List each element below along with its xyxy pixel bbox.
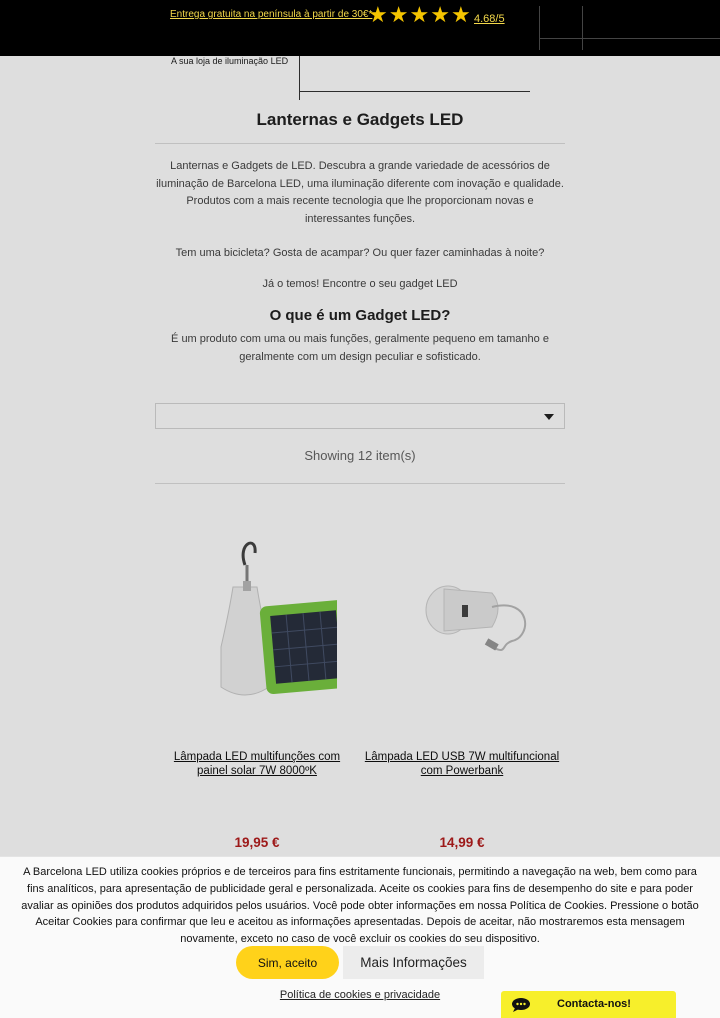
star-icon: ★ <box>388 2 409 27</box>
section-heading: O que é um Gadget LED? <box>269 307 451 324</box>
cookie-text: A Barcelona LED utiliza cookies próprios e de terceiros para fins estritamente funcionais, permitindo a navegação na web, bem como para fins analíticos, para apresentação de publicidade geral e personalizada. Aceite os cookies para fins de desempenho do site e para poder avaliar as opiniões dos produtos adquiridos pelos usuários. Você pode obter informações em nossa Política de Cookies. Pressione o botão Aceitar Cookies para confirmar que leu e aceitou as informações apresentadas. Depois de aceitar, não mostraremos esta mensagem novamente, exceto no caso de você excluir os cookies do seu dispositivo. <box>21 866 699 946</box>
product-price: 19,95 € <box>234 835 280 850</box>
more-info-button[interactable]: Mais Informações <box>343 946 484 979</box>
section-text: É um produto com uma ou mais funções, geralmente pequeno em tamanho e geralmente com um design peculiar e sofisticado. <box>171 333 549 363</box>
chat-bubble-icon <box>512 997 532 1012</box>
rating-link[interactable]: 4.68/5 <box>474 13 505 25</box>
contact-label: Contacta-nos! <box>557 998 631 1010</box>
contact-button[interactable] <box>501 991 676 1018</box>
divider <box>582 6 583 50</box>
divider <box>539 6 540 50</box>
product-price: 14,99 € <box>439 835 485 850</box>
star-icon: ★ <box>409 2 430 27</box>
free-shipping-link[interactable]: Entrega gratuita na península à partir de 30€* <box>170 9 373 20</box>
product-name-link[interactable]: Lâmpada LED USB 7W multifuncional com Powerbank <box>364 751 560 777</box>
category-cta-text: Já o temos! Encontre o seu gadget LED <box>262 278 458 290</box>
store-tagline: A sua loja de iluminação LED <box>171 56 289 66</box>
accept-cookies-button[interactable]: Sim, aceito <box>236 946 339 979</box>
top-bar <box>0 0 720 56</box>
product-name-link[interactable]: Lâmpada LED multifunções com painel solar 7W 8000ºK <box>173 751 341 777</box>
divider <box>540 38 720 39</box>
star-icon: ★ <box>450 2 471 27</box>
rating-stars <box>368 4 471 26</box>
category-description: Lanternas e Gadgets de LED. Descubra a grande variedade de acessórios de iluminação de Barcelona LED, uma iluminação diferente com inovação e qualidade. Produtos com a mais recente tecnologia que lhe proporcionam novas e interessantes funções. <box>156 160 564 225</box>
page-title: Lanternas e Gadgets LED <box>256 110 464 129</box>
category-question: Tem uma bicicleta? Gosta de acampar? Ou quer fazer caminhadas à noite? <box>175 247 545 259</box>
item-count: Showing 12 item(s) <box>304 448 416 463</box>
cookie-policy-link[interactable]: Política de cookies e privacidade <box>279 989 441 1001</box>
star-icon: ★ <box>368 2 388 27</box>
star-icon: ★ <box>430 2 450 27</box>
